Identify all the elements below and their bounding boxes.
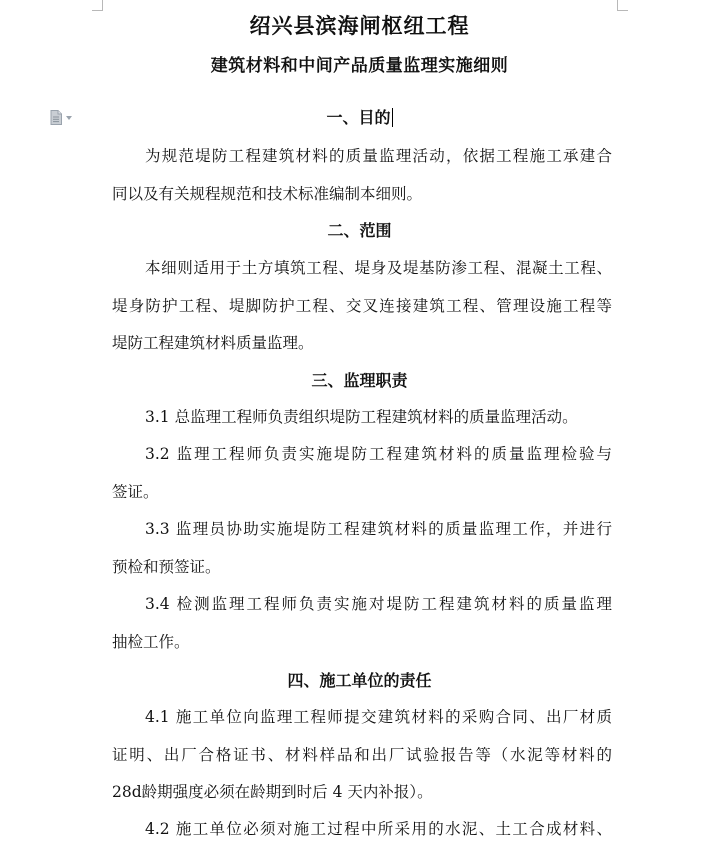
paragraph-line: 同以及有关规程规范和技术标准编制本细则。 <box>112 184 423 203</box>
paragraph-scope <box>112 250 612 363</box>
paragraph-line: 4.1 施工单位向监理工程师提交建筑材料的采购合同、出厂材质 <box>145 708 612 726</box>
paragraph-line: 签证。 <box>112 482 159 501</box>
paragraph-contractor-4-1 <box>112 699 612 812</box>
paragraph-line: 堤防工程建筑材料质量监理。 <box>112 334 314 352</box>
paragraph-line: 3.1 总监理工程师负责组织堤防工程建筑材料的质量监理活动。 <box>145 408 578 426</box>
paragraph-duty-3-2 <box>112 436 612 511</box>
document-subtitle: 建筑材料和中间产品质量监理实施细则 <box>210 56 509 76</box>
paragraph-line: 为规范堤防工程建筑材料的质量监理活动，依据工程施工承建合 <box>145 147 612 165</box>
paragraph-line: 证明、出厂合格证书、材料样品和出厂试验报告等（水泥等材料的 <box>112 745 612 764</box>
paragraph-purpose <box>112 138 612 213</box>
section-heading-purpose: 一、目的 <box>326 108 391 127</box>
paragraph-duty-3-4 <box>112 586 612 661</box>
paragraph-line: 本细则适用于土方填筑工程、堤身及堤基防渗工程、混凝土工程、 <box>145 259 612 277</box>
paragraph-line: 3.2 监理工程师负责实施堤防工程建筑材料的质量监理检验与 <box>145 445 612 463</box>
document-title: 绍兴县滨海闸枢纽工程 <box>249 13 470 38</box>
paragraph-line: 预检和预签证。 <box>112 557 221 576</box>
paragraph-line: 4.2 施工单位必须对施工过程中所采用的水泥、土工合成材料、 <box>145 820 612 838</box>
section-heading-duties: 三、监理职责 <box>311 371 408 390</box>
paragraph-duty-3-3 <box>112 511 612 586</box>
paragraph-line: 抽检工作。 <box>112 632 190 651</box>
text-cursor <box>392 108 393 127</box>
paragraph-duty-3-1 <box>112 399 612 437</box>
paragraph-contractor-4-2 <box>112 811 612 849</box>
paragraph-line: 28d龄期强度必须在龄期到时后 4 天内补报）。 <box>112 783 433 801</box>
section-heading-scope: 二、范围 <box>327 221 392 240</box>
paragraph-line: 堤身防护工程、堤脚防护工程、交叉连接建筑工程、管理设施工程等 <box>112 296 612 315</box>
paragraph-line: 3.4 检测监理工程师负责实施对堤防工程建筑材料的质量监理 <box>145 595 612 613</box>
section-heading-contractor: 四、施工单位的责任 <box>287 671 432 690</box>
paragraph-line: 3.3 监理员协助实施堤防工程建筑材料的质量监理工作，并进行 <box>145 520 612 538</box>
